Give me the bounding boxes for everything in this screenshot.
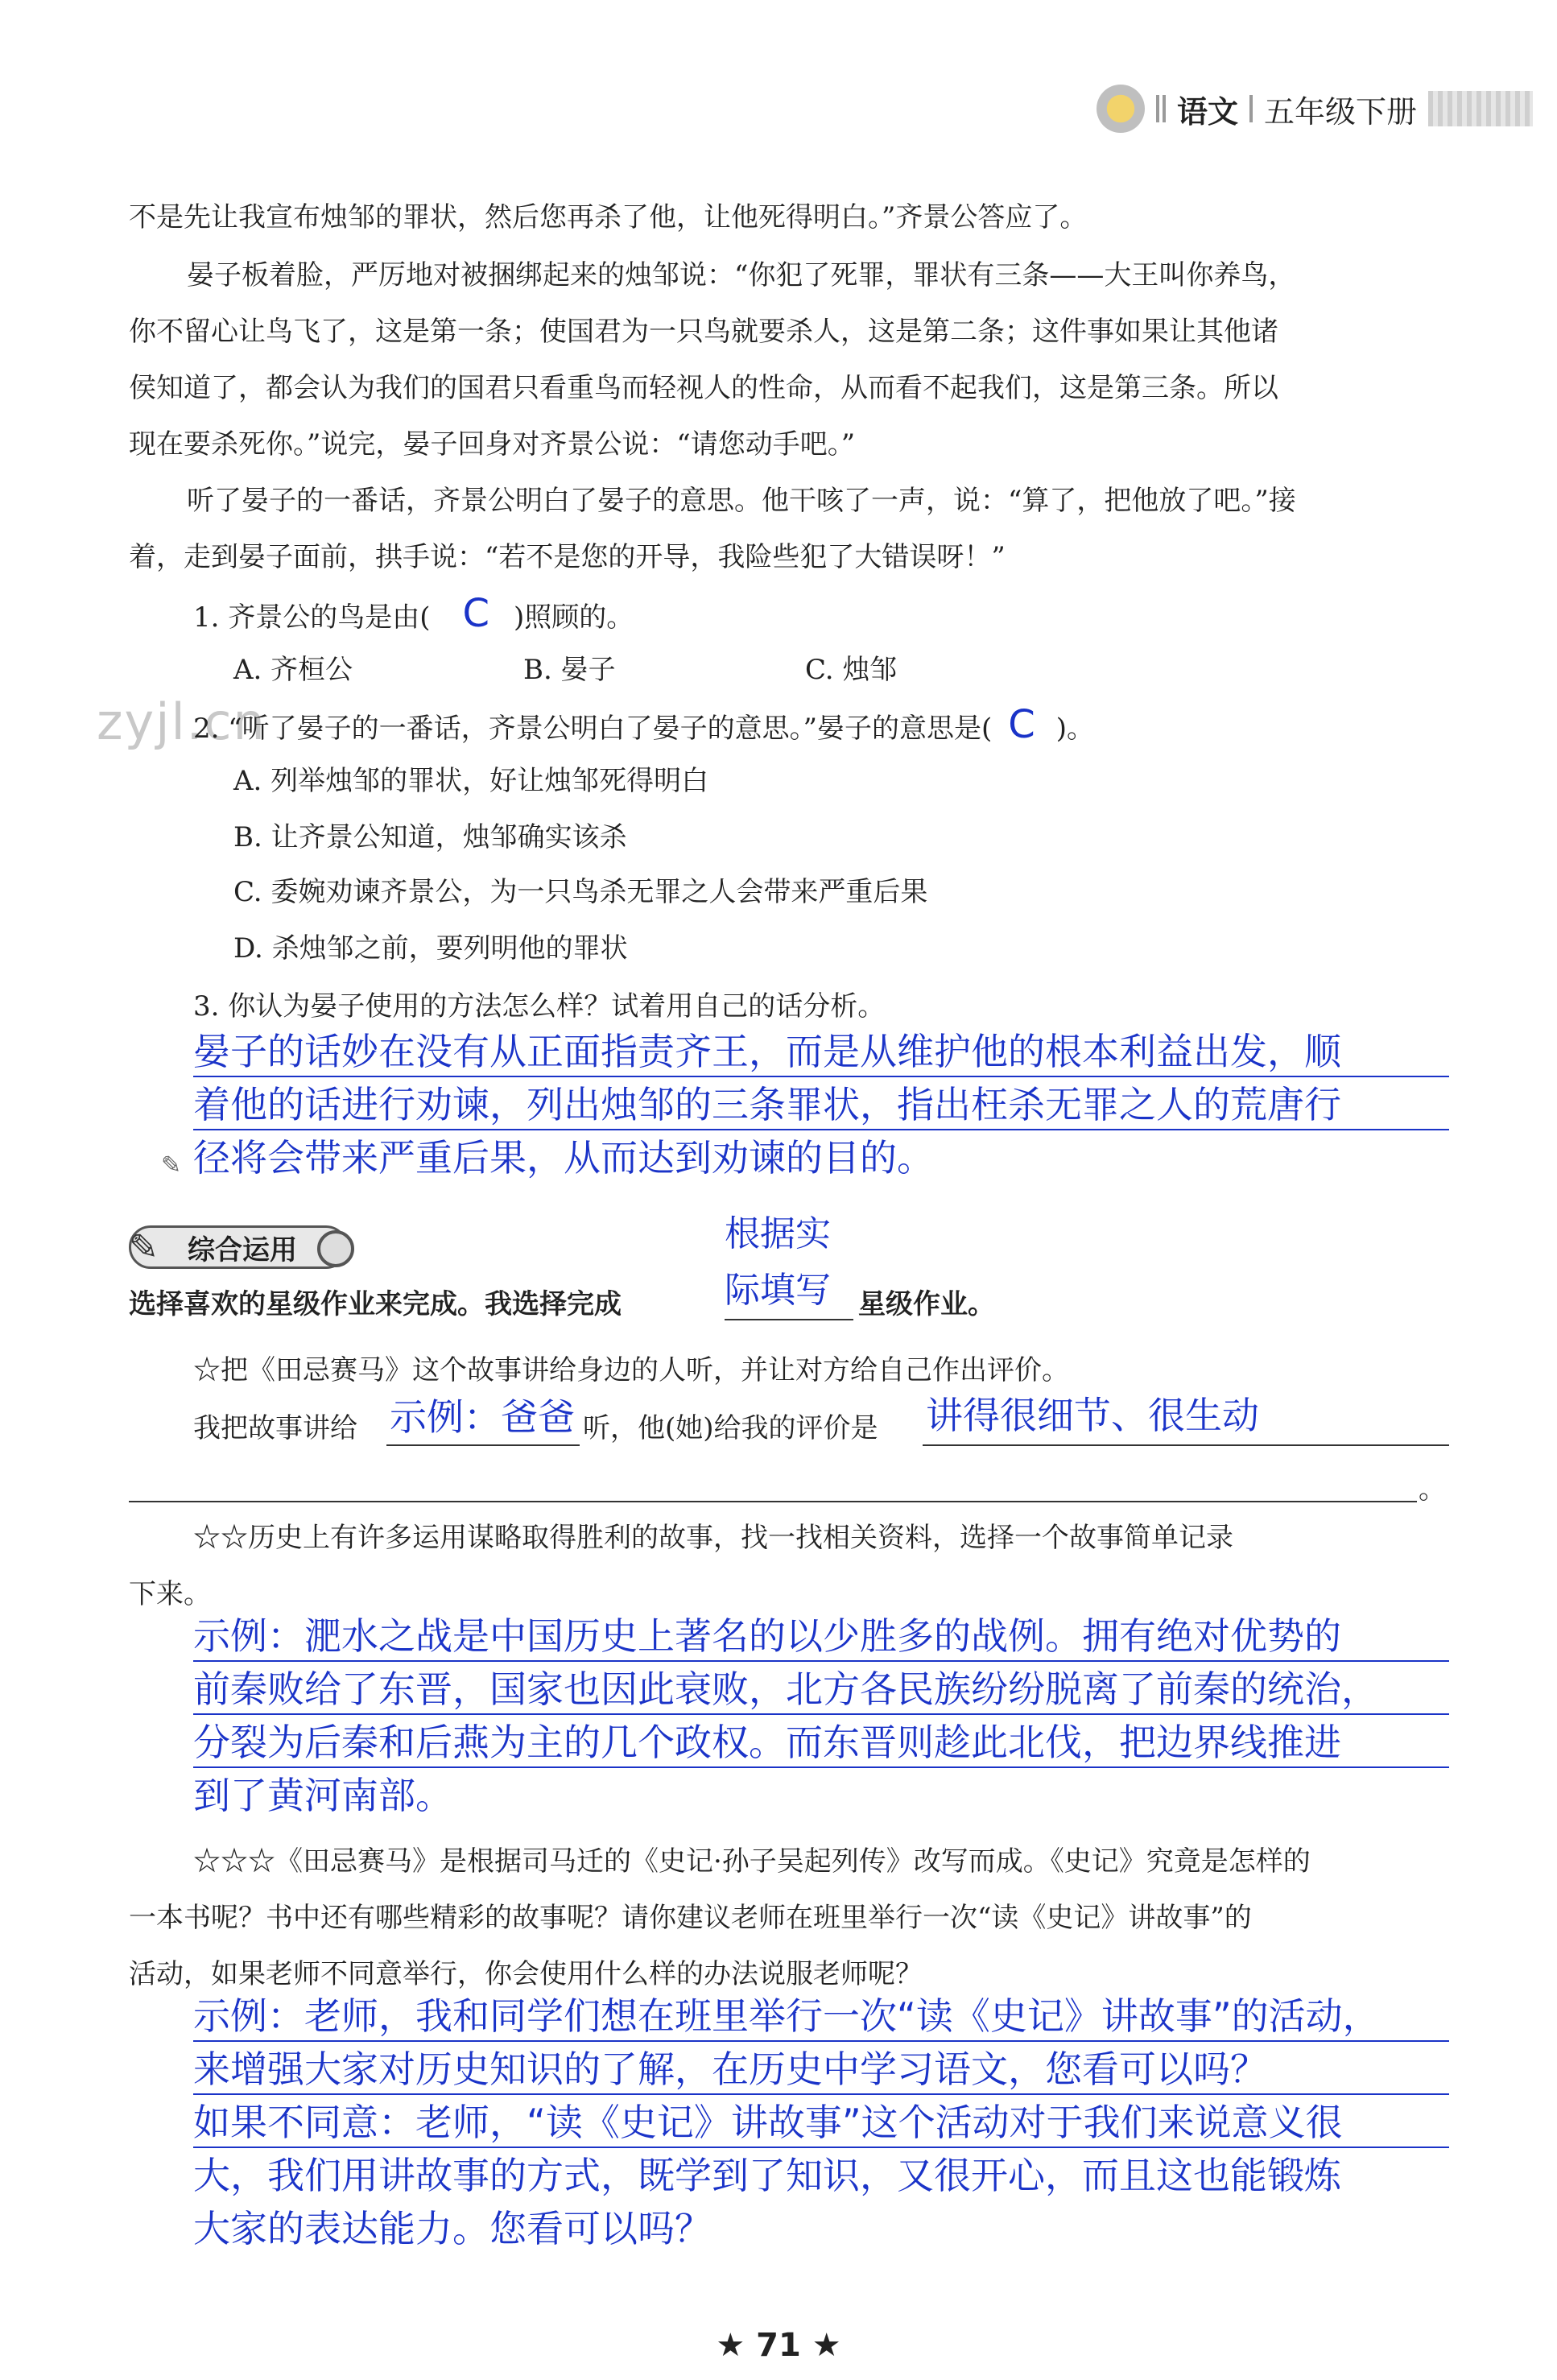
page-header — [1097, 76, 1533, 141]
passage-line: 侯知道了，都会认为我们的国君只看重鸟而轻视人的性命，从而看不起我们，这是第三条。所以 — [129, 372, 1278, 404]
task-1-fill-label: 我把故事讲给 — [193, 1412, 357, 1444]
question-1-option-a: A. 齐桓公 — [233, 654, 353, 686]
task-3-prompt: ☆☆☆《田忌赛马》是根据司马迁的《史记·孙子吴起列传》改写而成。《史记》究竟是怎样的 — [193, 1845, 1311, 1878]
fill-blank-line — [725, 1319, 853, 1320]
answer-underline — [193, 2093, 1449, 2095]
watermark: zyjl.cn — [97, 692, 266, 751]
passage-line: 晏子板着脸，严厉地对被捆绑起来的烛邹说：“你犯了死罪，罪状有三条——大王叫你养鸟， — [187, 259, 1296, 291]
answer-underline — [193, 1660, 1449, 1662]
question-1-answer: C — [462, 591, 490, 636]
handwritten-answer-line: 大，我们用讲故事的方式，既学到了知识，又很开心，而且这也能锻炼 — [193, 2154, 1341, 2197]
answer-underline — [193, 2040, 1449, 2042]
handwritten-answer-line: 到了黄河南部。 — [193, 1774, 452, 1817]
passage-line: 听了晏子的一番话，齐景公明白了晏子的意思。他干咳了一声，说：“算了，把他放了吧。”接 — [187, 485, 1296, 517]
passage-line: 不是先让我宣布烛邹的罪状，然后您再杀了他，让他死得明白。”齐景公答应了。 — [129, 201, 1088, 233]
task-1-listener-answer: 示例：爸爸 — [390, 1395, 575, 1439]
question-2 — [193, 702, 1095, 747]
fill-blank-line — [386, 1444, 580, 1446]
answer-underline — [193, 2147, 1449, 2148]
header-decoration — [1428, 91, 1533, 126]
section-instruction-end: 星级作业。 — [858, 1288, 995, 1320]
divider — [1156, 95, 1166, 122]
handwritten-answer-line: 示例：淝水之战是中国历史上著名的以少胜多的战例。拥有绝对优势的 — [193, 1614, 1341, 1658]
question-3: 3. 你认为晏子使用的方法怎么样？试着用自己的话分析。 — [193, 990, 886, 1023]
question-1-option-c: C. 烛邹 — [805, 654, 898, 686]
answer-underline — [193, 1076, 1449, 1077]
divider — [1249, 95, 1253, 122]
page-number: ★ 71 ★ — [716, 2327, 841, 2364]
question-2-option-d: D. 杀烛邹之前，要列明他的罪状 — [233, 932, 628, 965]
task-1-feedback-answer: 讲得很细节、很生动 — [926, 1394, 1259, 1437]
pencil-mark-icon: ✎ — [161, 1151, 182, 1180]
question-2-stem: 2. “听了晏子的一番话，齐景公明白了晏子的意思。”晏子的意思是( — [193, 713, 993, 745]
question-1 — [193, 591, 634, 636]
fill-blank-line — [129, 1501, 1417, 1502]
section-instruction: 选择喜欢的星级作业来完成。我选择完成 — [129, 1288, 622, 1320]
handwritten-answer-line: 径将会带来严重后果，从而达到劝谏的目的。 — [193, 1136, 934, 1180]
passage-line: 着，走到晏子面前，拱手说：“若不是您的开导，我险些犯了大错误呀！” — [129, 541, 1006, 573]
question-2-option-c: C. 委婉劝谏齐景公，为一只鸟杀无罪之人会带来严重后果 — [233, 876, 928, 908]
task-1-period: 。 — [1419, 1473, 1446, 1506]
question-1-stem: 1. 齐景公的鸟是由( — [193, 601, 431, 634]
answer-underline — [193, 1713, 1449, 1715]
answer-underline — [193, 1766, 1449, 1768]
pencil-icon: ✎ — [129, 1227, 159, 1268]
grade-label: 五年级下册 — [1263, 93, 1417, 130]
section-title: 综合运用 — [129, 1225, 348, 1269]
question-2-option-a: A. 列举烛邹的罪状，好让烛邹死得明白 — [233, 765, 709, 797]
sun-icon — [1097, 85, 1145, 133]
passage-line: 现在要杀死你。”说完，晏子回身对齐景公说：“请您动手吧。” — [129, 428, 856, 461]
handwritten-answer-line: 来增强大家对历史知识的了解，在历史中学习语文，您看可以吗？ — [193, 2047, 1267, 2091]
subject-label: 语文 — [1176, 93, 1238, 130]
answer-underline — [193, 1129, 1449, 1130]
section-header — [129, 1224, 370, 1271]
task-3-prompt: 一本书呢？书中还有哪些精彩的故事呢？请你建议老师在班里举行一次“读《史记》讲故事”的 — [129, 1902, 1252, 1934]
handwritten-answer-line: 晏子的话妙在没有从正面指责齐王，而是从维护他的根本利益出发，顺 — [193, 1030, 1341, 1073]
task-1-fill-mid: 听，他(她)给我的评价是 — [583, 1412, 878, 1444]
task-3-prompt: 活动，如果老师不同意举行，你会使用什么样的办法说服老师呢？ — [129, 1958, 923, 1990]
passage-line: 你不留心让鸟飞了，这是第一条；使国君为一只鸟就要杀人，这是第二条；这件事如果让其他诸 — [129, 316, 1278, 348]
handwritten-answer-line: 分裂为后秦和后燕为主的几个政权。而东晋则趁此北伐，把边界线推进 — [193, 1721, 1341, 1764]
ring-icon — [317, 1230, 354, 1267]
handwritten-answer-line: 示例：老师，我和同学们想在班里举行一次“读《史记》讲故事”的活动， — [193, 1994, 1380, 2038]
star-choice-answer: 根据实 — [725, 1213, 831, 1254]
handwritten-answer-line: 大家的表达能力。您看可以吗？ — [193, 2207, 712, 2250]
question-2-option-b: B. 让齐景公知道，烛邹确实该杀 — [233, 821, 627, 853]
question-2-stem-end: )。 — [1055, 713, 1095, 745]
handwritten-answer-line: 着他的话进行劝谏，列出烛邹的三条罪状，指出枉杀无罪之人的荒唐行 — [193, 1083, 1341, 1126]
fill-blank-line — [923, 1444, 1449, 1446]
star-choice-answer: 际填写 — [725, 1270, 831, 1311]
question-2-answer: C — [1008, 702, 1035, 747]
handwritten-answer-line: 前秦败给了东晋，国家也因此衰败，北方各民族纷纷脱离了前秦的统治， — [193, 1667, 1378, 1711]
task-2-prompt: 下来。 — [129, 1578, 211, 1610]
question-1-option-b: B. 晏子 — [523, 654, 616, 686]
task-1-prompt: ☆把《田忌赛马》这个故事讲给身边的人听，并让对方给自己作出评价。 — [193, 1354, 1069, 1386]
question-1-stem-end: )照顾的。 — [514, 601, 634, 634]
task-2-prompt: ☆☆历史上有许多运用谋略取得胜利的故事，找一找相关资料，选择一个故事简单记录 — [193, 1522, 1233, 1554]
handwritten-answer-line: 如果不同意：老师，“读《史记》讲故事”这个活动对于我们来说意义很 — [193, 2101, 1343, 2144]
